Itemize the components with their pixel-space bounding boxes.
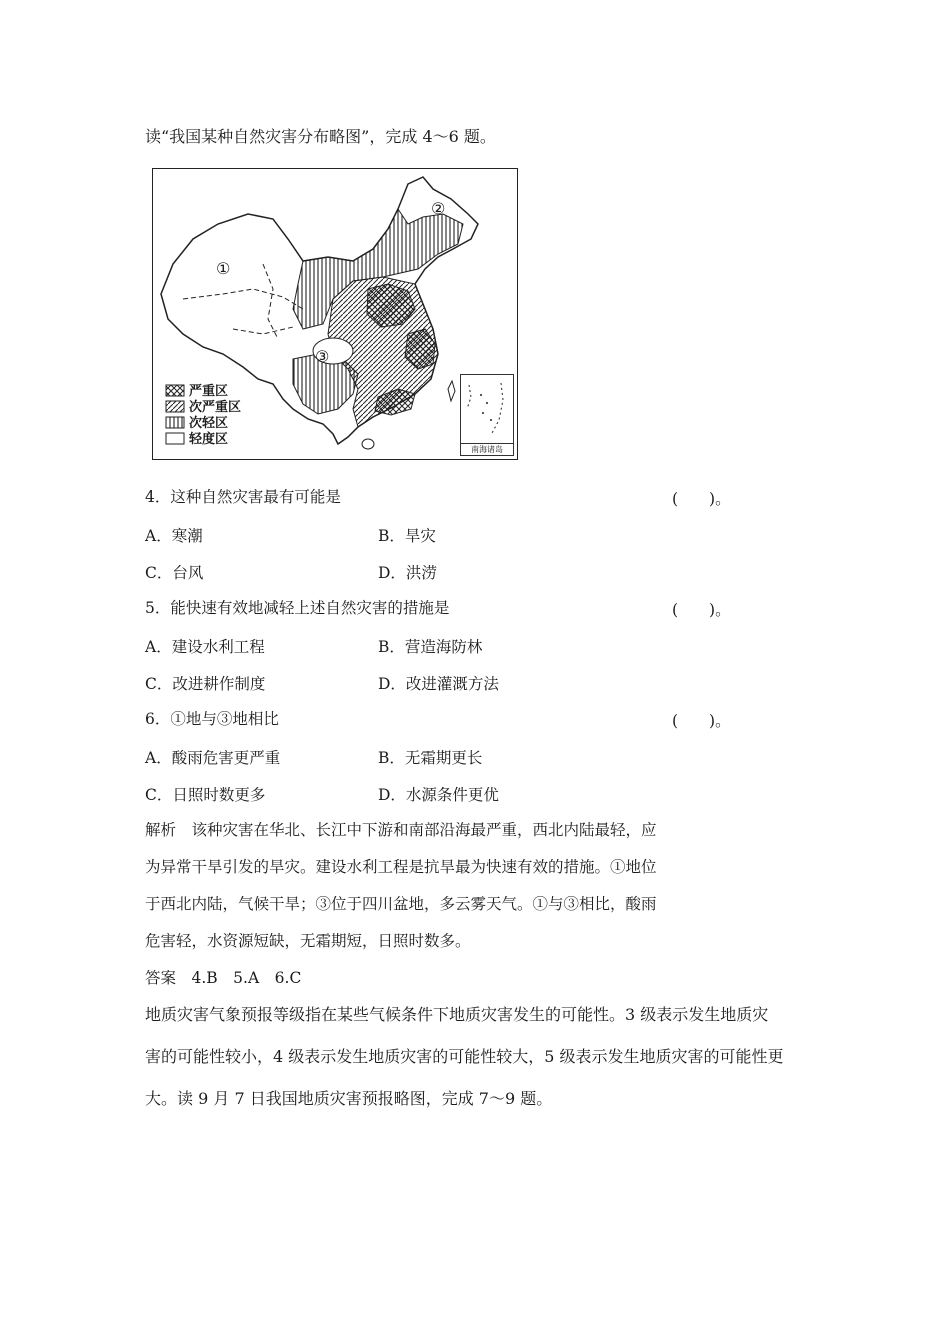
question-5-option-c: C．改进耕作制度 (145, 675, 266, 693)
legend-label-sublight: 次轻区 (189, 416, 229, 431)
legend-box-light (166, 433, 184, 444)
question-6-option-c: C．日照时数更多 (145, 786, 266, 804)
intro-text: 读“我国某种自然灾害分布略图”，完成 4～6 题。 (145, 127, 496, 146)
question-4-answer-blank: ( )。 (672, 490, 731, 508)
answer-line: 答案 4.B 5.A 6.C (145, 969, 302, 987)
question-6-option-d: D．水源条件更优 (378, 786, 499, 804)
legend-box-severe (166, 385, 184, 396)
legend-box-subsevere (166, 401, 184, 412)
question-4-option-b: B．旱灾 (378, 527, 436, 545)
question-4-option-c: C．台风 (145, 564, 204, 582)
hainan-island (362, 439, 374, 449)
question-5-option-a: A．建设水利工程 (145, 638, 265, 656)
south-china-sea-inset (460, 374, 514, 456)
inset-label: 南海诸岛 (461, 443, 513, 455)
question-4-option-a: A．寒潮 (145, 527, 203, 545)
region-label-3: ③ (315, 347, 330, 366)
question-4-stem: 4．这种自然灾害最有可能是 (145, 488, 341, 506)
region-label-1: ① (216, 259, 231, 278)
analysis-line-1: 解析 该种灾害在华北、长江中下游和南部沿海最严重，西北内陆最轻，应 (145, 821, 657, 839)
question-4-option-d: D．洪涝 (378, 564, 437, 582)
region-label-2: ② (431, 199, 446, 218)
question-5-answer-blank: ( )。 (672, 601, 731, 619)
disaster-distribution-map (152, 168, 518, 460)
inset-islands (461, 375, 511, 441)
analysis-line-3: 于西北内陆，气候干旱；③位于四川盆地，多云雾天气。①与③相比，酸雨 (145, 895, 657, 913)
analysis-line-4: 危害轻，水资源短缺，无霜期短，日照时数多。 (145, 932, 471, 950)
question-5-stem: 5．能快速有效地减轻上述自然灾害的措施是 (145, 599, 450, 617)
question-6-option-b: B．无霜期更长 (378, 749, 483, 767)
question-5-option-b: B．营造海防林 (378, 638, 483, 656)
question-5-option-d: D．改进灌溉方法 (378, 675, 499, 693)
question-6-stem: 6．①地与③地相比 (145, 710, 279, 728)
taiwan-island (448, 381, 455, 401)
next-intro-line-3: 大。读 9 月 7 日我国地质灾害预报略图，完成 7～9 题。 (145, 1089, 553, 1108)
legend-label-severe: 严重区 (189, 384, 229, 399)
question-6-answer-blank: ( )。 (672, 712, 731, 730)
next-intro-line-2: 害的可能性较小，4 级表示发生地质灾害的可能性较大，5 级表示发生地质灾害的可能性更 (145, 1047, 784, 1066)
legend-label-subsevere: 次严重区 (189, 400, 242, 415)
legend-label-light: 轻度区 (189, 432, 229, 447)
legend-box-sublight (166, 417, 184, 428)
analysis-line-2: 为异常干旱引发的旱灾。建设水利工程是抗旱最为快速有效的措施。①地位 (145, 858, 657, 876)
question-6-option-a: A．酸雨危害更严重 (145, 749, 281, 767)
next-intro-line-1: 地质灾害气象预报等级指在某些气候条件下地质灾害发生的可能性。3 级表示发生地质灾 (145, 1005, 769, 1024)
